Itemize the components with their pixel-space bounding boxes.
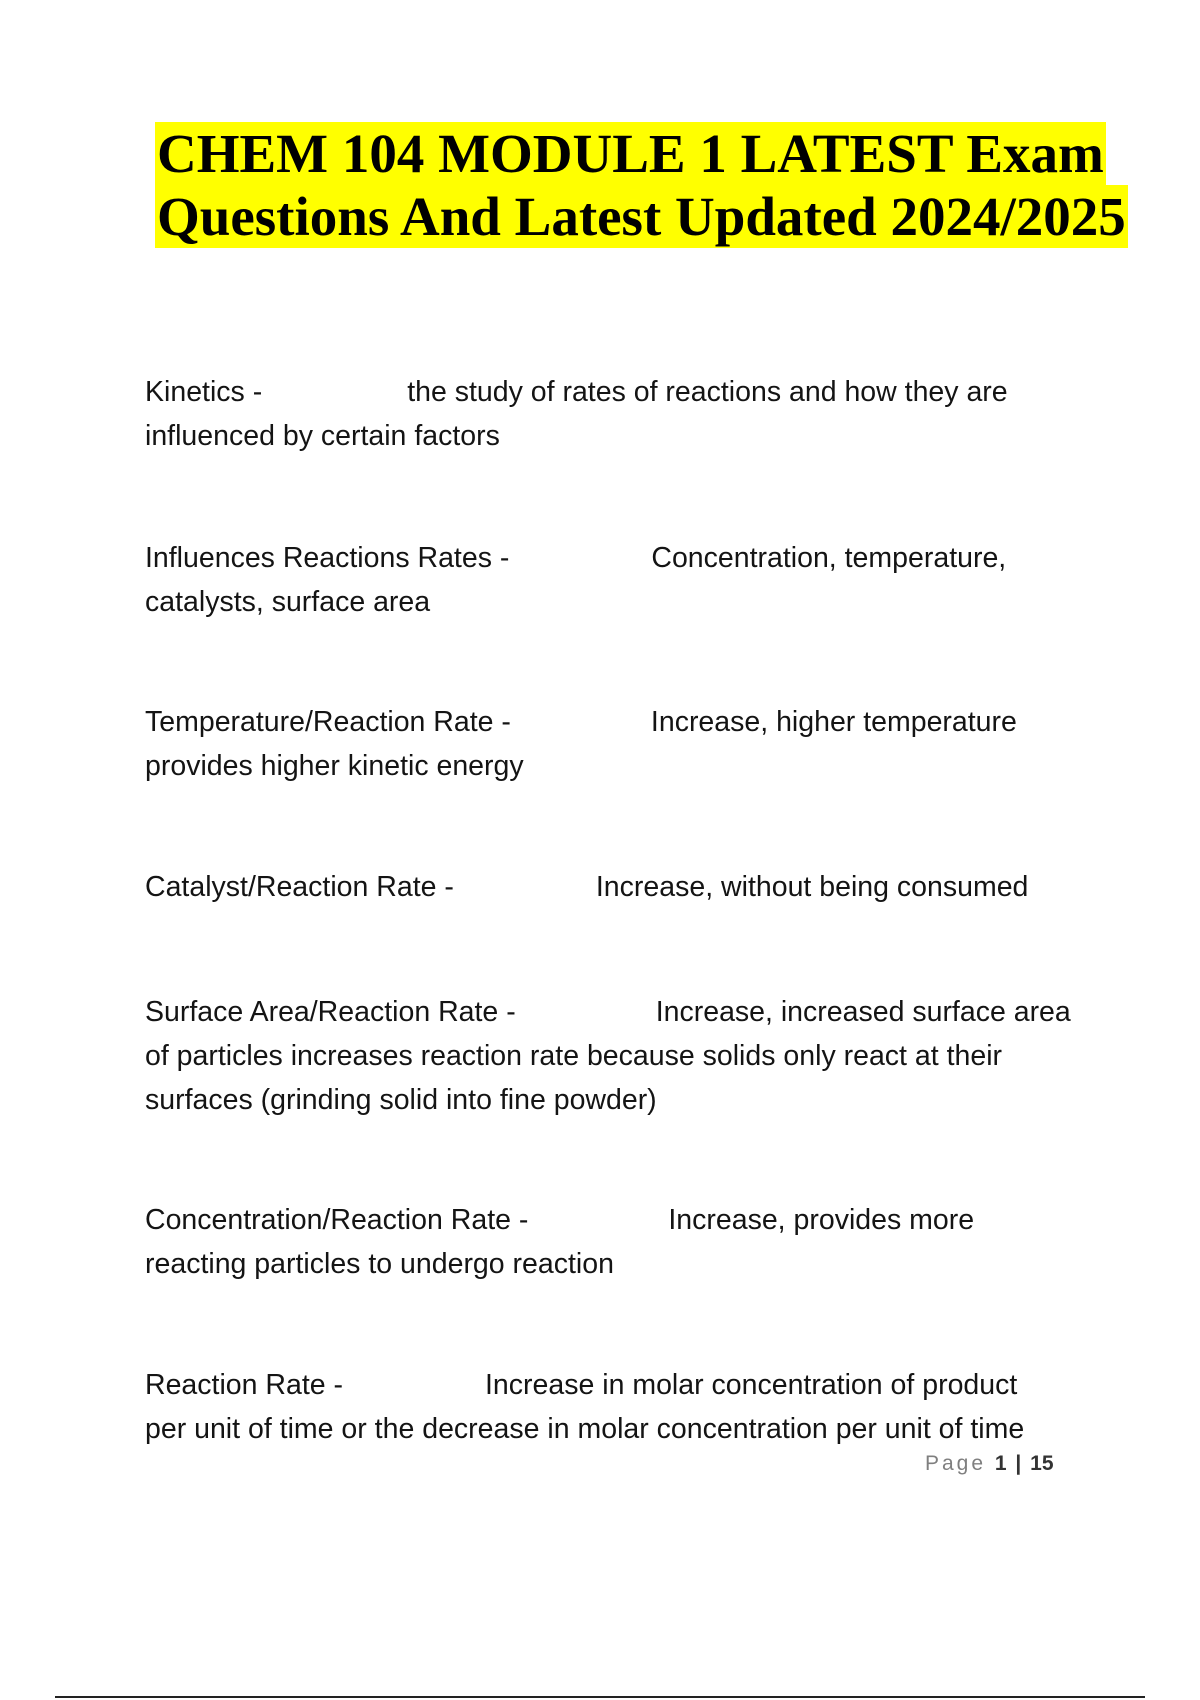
entry-term: Concentration/Reaction Rate - (145, 1204, 529, 1236)
entry-term: Kinetics - (145, 376, 263, 408)
entry-definition: Concentration, temperature, (651, 542, 1007, 574)
qa-entry-influences (145, 536, 1095, 624)
entry-definition-continued: provides higher kinetic energy (145, 750, 524, 782)
page-label: Page (925, 1452, 987, 1475)
title-line-2: Questions And Latest Updated 2024/2025 (157, 186, 1126, 247)
entry-definition-continued: reacting particles to undergo reaction (145, 1248, 614, 1280)
qa-entry-catalyst (145, 865, 1095, 909)
entry-term: Reaction Rate - (145, 1369, 344, 1401)
entry-definition-continued: per unit of time or the decrease in molar concentration per unit of time (145, 1413, 1025, 1445)
title-line-1: CHEM 104 MODULE 1 LATEST Exam (157, 123, 1104, 184)
entry-definition-continued: surfaces (grinding solid into fine powder) (145, 1084, 657, 1116)
qa-entry-kinetics (145, 370, 1095, 458)
entry-definition-continued: influenced by certain factors (145, 420, 500, 452)
qa-entry-temperature (145, 700, 1095, 788)
qa-entry-concentration (145, 1198, 1095, 1286)
entry-definition-continued: catalysts, surface area (145, 586, 431, 618)
bottom-divider (55, 1696, 1145, 1698)
qa-entry-reaction-rate (145, 1363, 1095, 1451)
entry-definition: Increase, increased surface area (655, 996, 1071, 1028)
page-separator: | (1015, 1452, 1022, 1475)
page-number: 1 (994, 1452, 1007, 1475)
qa-entry-surface-area (145, 990, 1095, 1122)
entry-term: Influences Reactions Rates - (145, 542, 510, 574)
entry-definition: Increase, provides more (668, 1204, 975, 1236)
page-number-footer (925, 1452, 1054, 1476)
entry-definition: Increase, higher temperature (650, 706, 1017, 738)
entry-definition-continued: of particles increases reaction rate because solids only react at their (145, 1040, 1003, 1072)
entry-definition: Increase in molar concentration of product (485, 1369, 1018, 1401)
document-title (155, 122, 1175, 248)
entry-term: Temperature/Reaction Rate - (145, 706, 511, 738)
entry-definition: Increase, without being consumed (595, 871, 1029, 903)
entry-term: Surface Area/Reaction Rate - (145, 996, 516, 1028)
entry-term: Catalyst/Reaction Rate - (145, 871, 454, 903)
page-total: 15 (1030, 1452, 1054, 1475)
entry-definition: the study of rates of reactions and how they are (407, 376, 1008, 408)
